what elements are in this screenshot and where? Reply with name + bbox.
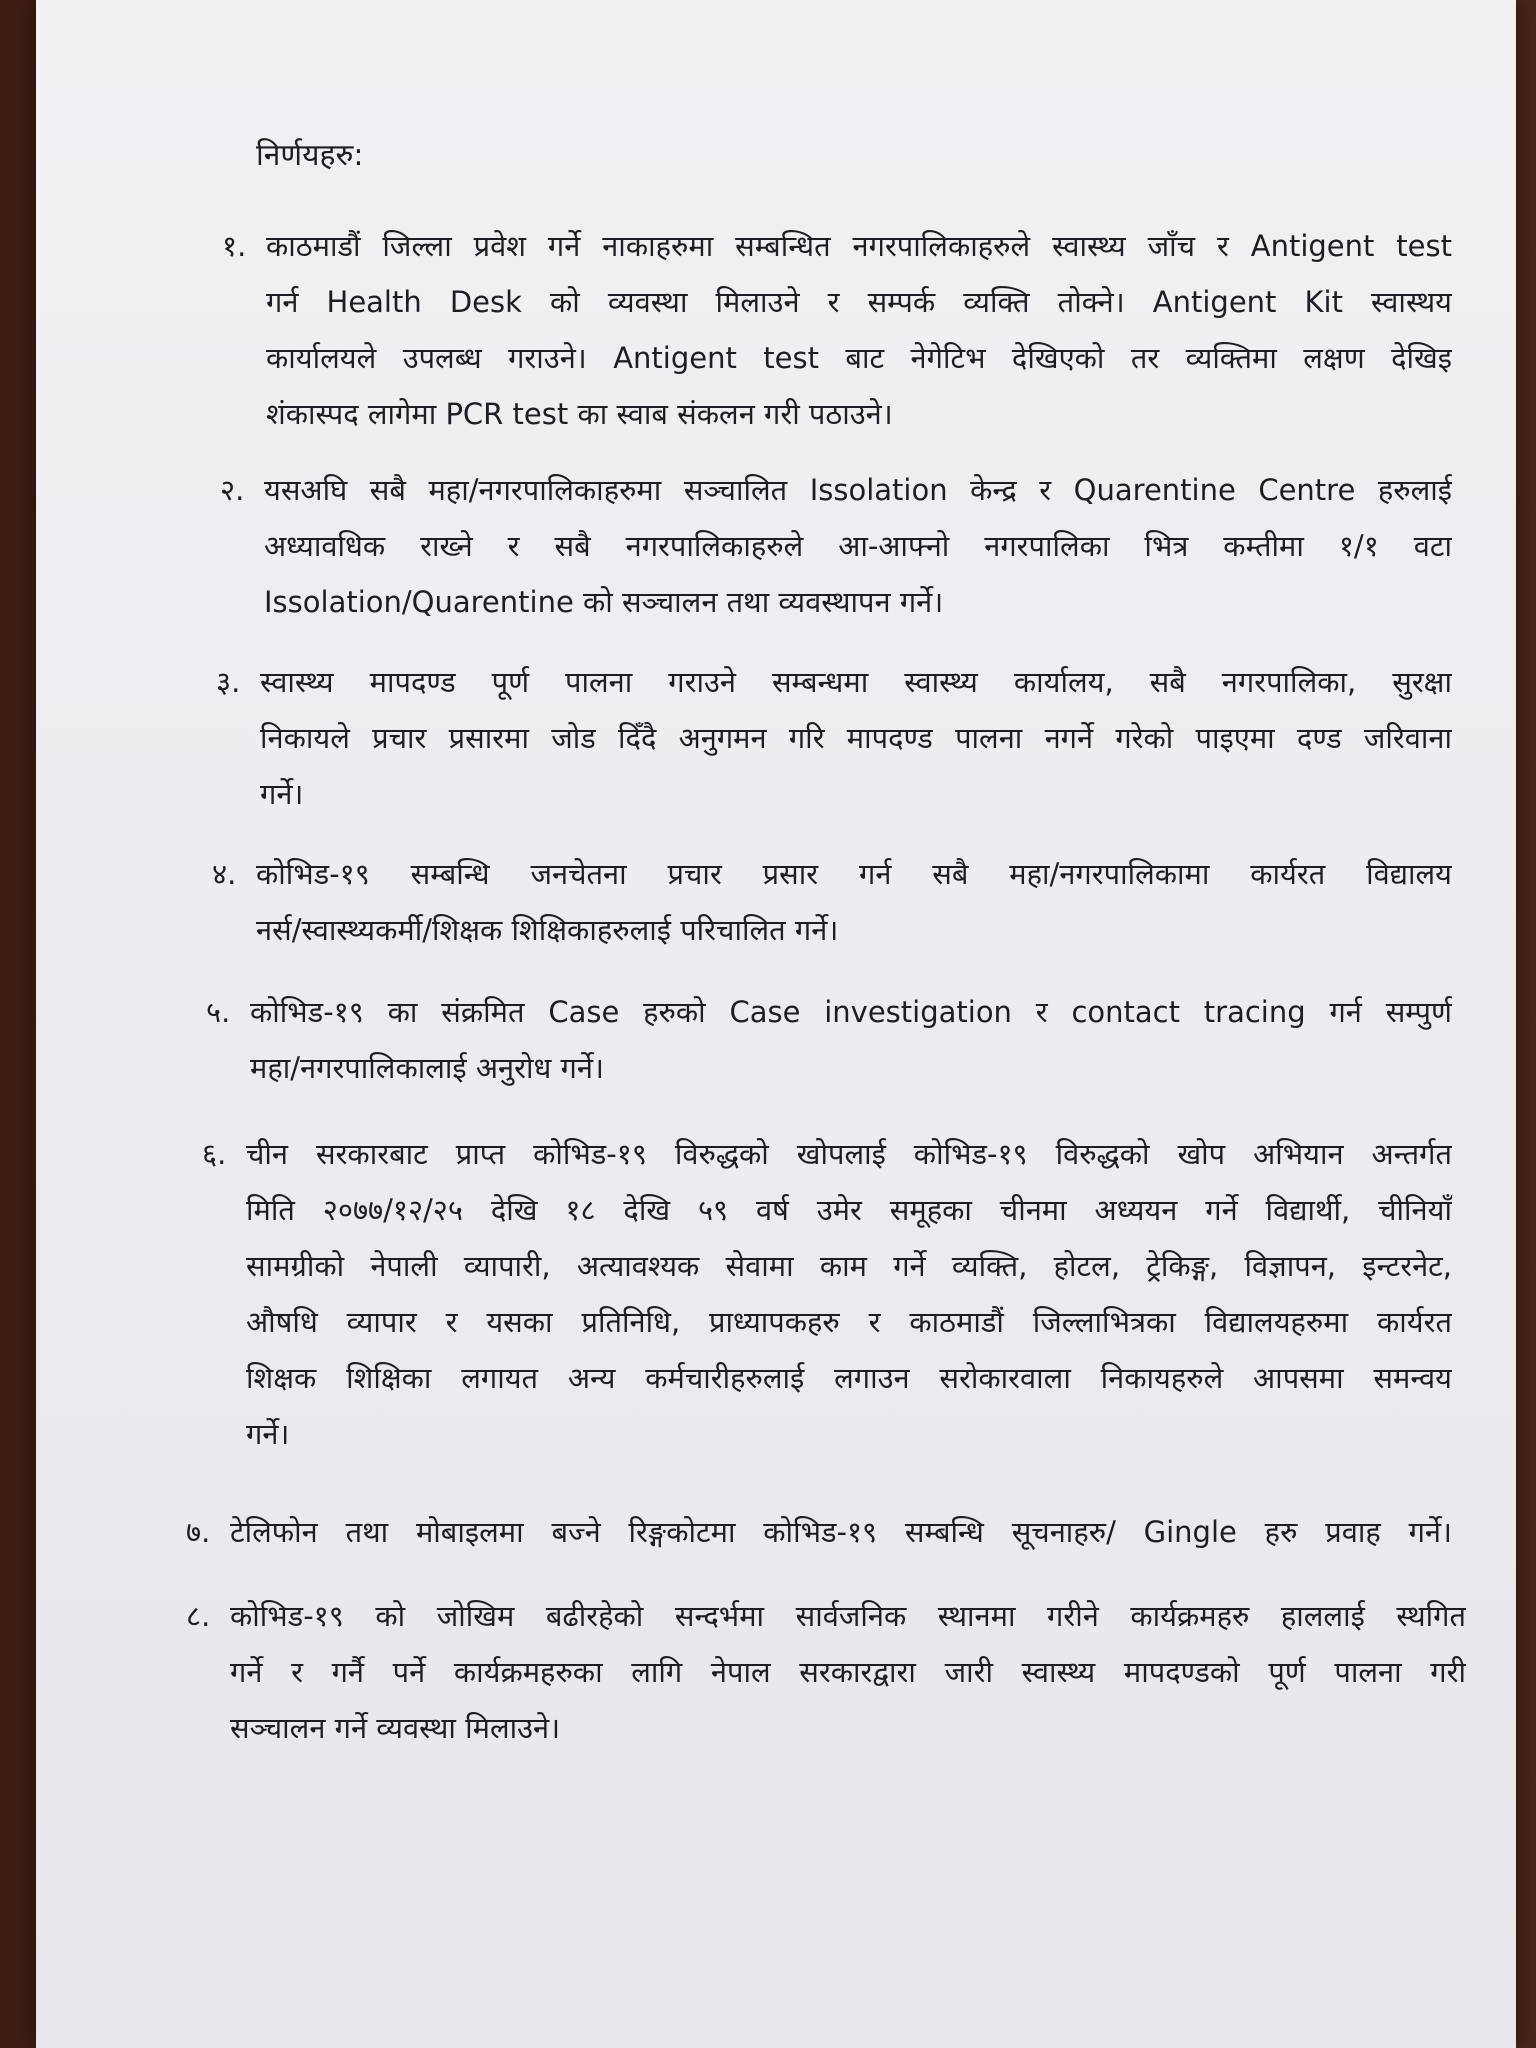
item-line: Issolation/Quarentine को सञ्चालन तथा व्यवस्थापन गर्ने। bbox=[264, 585, 944, 619]
item-line: मिति २०७७/१२/२५ देखि १८ देखि ५९ वर्ष उमेर समूहका चीनमा अध्ययन गर्ने विद्यार्थी, चीनियाँ bbox=[246, 1193, 1452, 1227]
decision-item-2 bbox=[220, 462, 1452, 630]
item-number: ७. bbox=[186, 1515, 211, 1549]
item-line: शिक्षक शिक्षिका लगायत अन्य कर्मचारीहरुलाई लगाउन सरोकारवाला निकायहरुले आपसमा समन्वय bbox=[246, 1361, 1452, 1395]
item-line: निकायले प्रचार प्रसारमा जोड दिँदै अनुगमन गरि मापदण्ड पालना नगर्ने गरेको पाइएमा दण्ड जरिवाना bbox=[260, 721, 1452, 755]
item-number: ४. bbox=[212, 857, 237, 891]
item-line: कोभिड-१९ को जोखिम बढीरहेको सन्दर्भमा सार्वजनिक स्थानमा गरीने कार्यक्रमहरु हाललाई स्थगित bbox=[230, 1599, 1466, 1633]
document-page bbox=[36, 0, 1516, 2048]
item-line: कोभिड-१९ का संक्रमित Case हरुको Case investigation र contact tracing गर्न सम्पुर्ण bbox=[250, 995, 1452, 1029]
item-line: काठमाडौं जिल्ला प्रवेश गर्ने नाकाहरुमा सम्बन्धित नगरपालिकाहरुले स्वास्थ्य जाँच र Antigent test bbox=[266, 229, 1452, 263]
item-line: स्वास्थ्य मापदण्ड पूर्ण पालना गराउने सम्बन्धमा स्वास्थ्य कार्यालय, सबै नगरपालिका, सुरक्षा bbox=[260, 665, 1452, 699]
item-number: ६. bbox=[202, 1137, 227, 1171]
item-line: यसअघि सबै महा/नगरपालिकाहरुमा सञ्चालित Issolation केन्द्र र Quarentine Centre हरुलाई bbox=[264, 473, 1452, 507]
item-number: ५. bbox=[206, 995, 231, 1029]
item-line: टेलिफोन तथा मोबाइलमा बज्ने रिङ्गकोटमा कोभिड-१९ सम्बन्धि सूचनाहरु/ Gingle हरु प्रवाह गर्ने। bbox=[230, 1515, 1452, 1549]
item-line: अध्यावधिक राख्ने र सबै नगरपालिकाहरुले आ-आफ्नो नगरपालिका भित्र कम्तीमा १/१ वटा bbox=[264, 529, 1452, 563]
item-line: चीन सरकारबाट प्राप्त कोभिड-१९ विरुद्धको खोपलाई कोभिड-१९ विरुद्धको खोप अभियान अन्तर्गत bbox=[246, 1137, 1452, 1171]
decision-item-6 bbox=[202, 1126, 1452, 1462]
item-line: गर्ने र गर्नै पर्ने कार्यक्रमहरुका लागि नेपाल सरकारद्वारा जारी स्वास्थ्य मापदण्डको पूर्ण पालना गरी bbox=[230, 1655, 1466, 1689]
item-line: कोभिड-१९ सम्बन्धि जनचेतना प्रचार प्रसार गर्न सबै महा/नगरपालिकामा कार्यरत विद्यालय bbox=[256, 857, 1452, 891]
item-line: सञ्चालन गर्ने व्यवस्था मिलाउने। bbox=[230, 1711, 561, 1745]
decision-item-7 bbox=[186, 1504, 1452, 1560]
item-line: गर्ने। bbox=[246, 1417, 290, 1451]
item-number: ३. bbox=[216, 665, 241, 699]
item-number: ८. bbox=[186, 1599, 211, 1633]
item-number: १. bbox=[222, 229, 247, 263]
item-line: कार्यालयले उपलब्ध गराउने। Antigent test बाट नेगेटिभ देखिएको तर व्यक्तिमा लक्षण देखिइ bbox=[266, 341, 1452, 375]
item-line: सामग्रीको नेपाली व्यापारी, अत्यावश्यक सेवामा काम गर्ने व्यक्ति, होटल, ट्रेकिङ्ग, विज्ञापन, इन्टरनेट, bbox=[246, 1249, 1452, 1283]
decisions-heading: निर्णयहरु: bbox=[256, 138, 364, 173]
item-line: गर्ने। bbox=[260, 777, 304, 811]
item-line: शंकास्पद लागेमा PCR test का स्वाब संकलन गरी पठाउने। bbox=[266, 397, 893, 431]
item-line: महा/नगरपालिकालाई अनुरोध गर्ने। bbox=[250, 1051, 604, 1085]
decision-item-8 bbox=[186, 1588, 1466, 1756]
item-line: नर्स/स्वास्थ्यकर्मी/शिक्षक शिक्षिकाहरुलाई परिचालित गर्ने। bbox=[256, 913, 839, 947]
item-line: औषधि व्यापार र यसका प्रतिनिधि, प्राध्यापकहरु र काठमाडौं जिल्लाभित्रका विद्यालयहरुमा कार्यरत bbox=[246, 1305, 1452, 1339]
item-line: गर्न Health Desk को व्यवस्था मिलाउने र सम्पर्क व्यक्ति तोक्ने। Antigent Kit स्वास्थय bbox=[266, 285, 1452, 319]
decision-item-3 bbox=[216, 654, 1452, 822]
decision-item-1 bbox=[222, 218, 1452, 442]
decision-item-5 bbox=[206, 984, 1452, 1096]
item-number: २. bbox=[220, 473, 245, 507]
decision-item-4 bbox=[212, 846, 1452, 958]
